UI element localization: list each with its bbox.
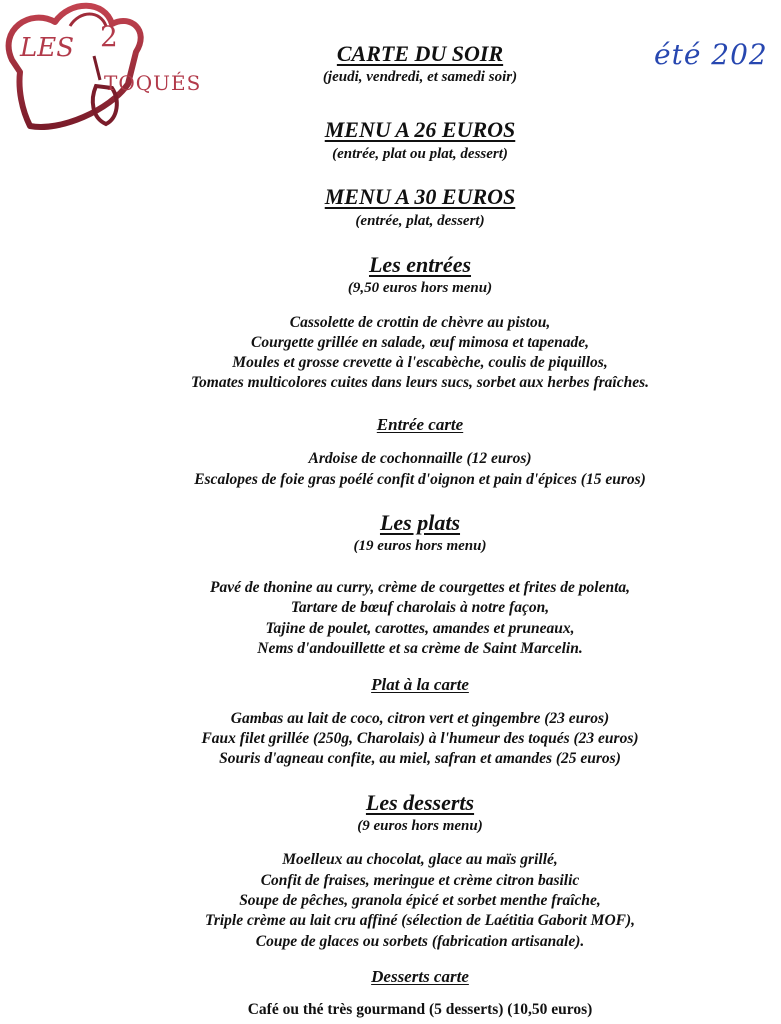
plat-carte-item: Souris d'agneau confite, au miel, safran et amandes (25 euros) (219, 750, 621, 767)
logo-text-les: LES (20, 33, 75, 63)
plat-item: Nems d'andouillette et sa crème de Saint Marcelin. (257, 640, 583, 657)
dessert-item: Confit de fraises, meringue et crème citron basilic (260, 872, 580, 889)
menu-30-title: MENU A 30 EUROS (324, 184, 516, 209)
logo-text-toques: TOQUÉS (104, 71, 202, 95)
dessert-item: Coupe de glaces ou sorbets (fabrication artisanale). (255, 933, 585, 950)
plat-carte-item: Faux filet grillée (250g, Charolais) à l'humeur des toqués (23 euros) (201, 730, 639, 747)
plat-item: Tartare de bœuf charolais à notre façon, (290, 599, 550, 616)
desserts-carte-item: Café ou thé très gourmand (5 desserts) (10,50 euros) (247, 1001, 593, 1018)
desserts-price-note: (9 euros hors menu) (357, 818, 483, 834)
desserts-heading: Les desserts (365, 790, 475, 815)
menu-26-subtitle: (entrée, plat ou plat, dessert) (332, 146, 508, 162)
entree-item: Moules et grosse crevette à l'escabèche, coulis de piquillos, (232, 354, 608, 371)
plat-carte-item: Gambas au lait de coco, citron vert et gingembre (23 euros) (230, 710, 610, 727)
menu-30-subtitle: (entrée, plat, dessert) (355, 213, 485, 229)
entrees-price-note: (9,50 euros hors menu) (347, 280, 493, 296)
menu-title: CARTE DU SOIR (336, 41, 504, 66)
plat-item: Tajine de poulet, carottes, amandes et pruneaux, (265, 620, 575, 637)
plat-item: Pavé de thonine au curry, crème de courgettes et frites de polenta, (209, 579, 630, 596)
entree-carte-item: Ardoise de cochonnaille (12 euros) (308, 450, 532, 467)
dessert-item: Moelleux au chocolat, glace au maïs grillé, (282, 851, 558, 868)
entrees-heading: Les entrées (368, 252, 472, 277)
plats-heading: Les plats (379, 510, 461, 535)
menu-schedule: (jeudi, vendredi, et samedi soir) (322, 69, 518, 85)
dessert-item: Triple crème au lait cru affiné (sélection de Laétitia Gaborit MOF), (204, 912, 636, 929)
entree-item: Courgette grillée en salade, œuf mimosa et tapenade, (251, 334, 589, 351)
entree-item: Cassolette de crottin de chèvre au pistou, (289, 314, 551, 331)
plats-price-note: (19 euros hors menu) (353, 538, 487, 554)
dessert-item: Soupe de pêches, granola épicé et sorbet menthe fraîche, (239, 892, 601, 909)
entree-carte-item: Escalopes de foie gras poélé confit d'oignon et pain d'épices (15 euros) (194, 471, 646, 488)
handwritten-note: été 202 (654, 38, 768, 71)
desserts-carte-heading: Desserts carte (371, 967, 469, 986)
menu-26-title: MENU A 26 EUROS (324, 117, 516, 142)
plat-carte-heading: Plat à la carte (371, 675, 469, 694)
entree-item: Tomates multicolores cuites dans leurs sucs, sorbet aux herbes fraîches. (190, 374, 649, 391)
entree-carte-heading: Entrée carte (376, 415, 464, 434)
logo-text-number: 2 (100, 20, 118, 53)
